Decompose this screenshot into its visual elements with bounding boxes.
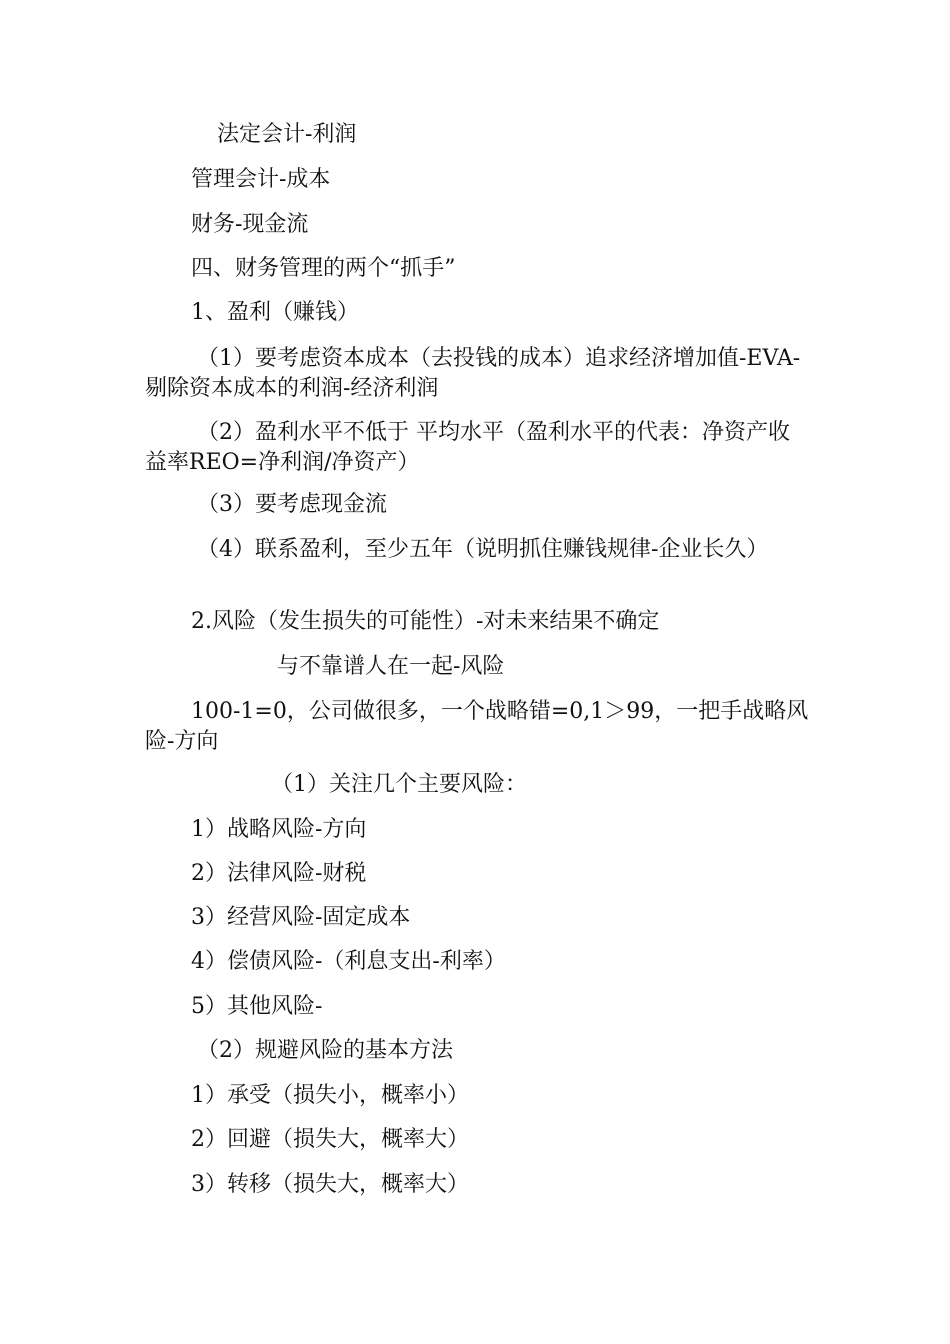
subheading-avoid-risk-methods: （2）规避风险的基本方法 <box>197 1038 453 1063</box>
subheading-profit: 1、盈利（赚钱） <box>191 300 359 325</box>
list-item-accept: 1）承受（损失小，概率小） <box>191 1083 469 1108</box>
list-item-strategic-risk: 1）战略风险-方向 <box>191 817 367 842</box>
text-line-statutory-accounting: 法定会计-利润 <box>217 122 357 147</box>
list-item-avoid: 2）回避（损失大，概率大） <box>191 1127 469 1152</box>
text-line-cash-flow: （3）要考虑现金流 <box>197 492 387 517</box>
list-item-debt-risk: 4）偿债风险-（利息支出-利率） <box>191 949 506 974</box>
paragraph-five-years: （4）联系盈利，至少五年（说明抓住赚钱规律-企业长久） <box>197 537 769 562</box>
text-line-finance-cashflow: 财务-现金流 <box>191 212 309 237</box>
subheading-risk: 2.风险（发生损失的可能性）-对未来结果不确定 <box>191 609 660 634</box>
subheading-main-risks: （1）关注几个主要风险： <box>271 772 527 797</box>
text-line-management-accounting: 管理会计-成本 <box>191 167 331 192</box>
section-heading-two-handles: 四、财务管理的两个“抓手” <box>191 256 456 281</box>
paragraph-strategy-error: 100-1=0，公司做很多，一个战略错=0,1＞99，一把手战略风险-方向 <box>145 699 809 754</box>
list-item-operating-risk: 3）经营风险-固定成本 <box>191 905 411 930</box>
list-item-other-risk: 5）其他风险- <box>191 994 323 1019</box>
paragraph-profit-level: （2）盈利水平不低于 平均水平（盈利水平的代表：净资产收益率REO=净利润/净资产） <box>145 420 790 475</box>
list-item-legal-risk: 2）法律风险-财税 <box>191 861 367 886</box>
text-line-unreliable-people: 与不靠谱人在一起-风险 <box>277 654 505 679</box>
paragraph-capital-cost: （1）要考虑资本成本（去投钱的成本）追求经济增加值-EVA-剔除资本成本的利润-经济利润 <box>145 346 801 401</box>
list-item-transfer: 3）转移（损失大，概率大） <box>191 1172 469 1197</box>
